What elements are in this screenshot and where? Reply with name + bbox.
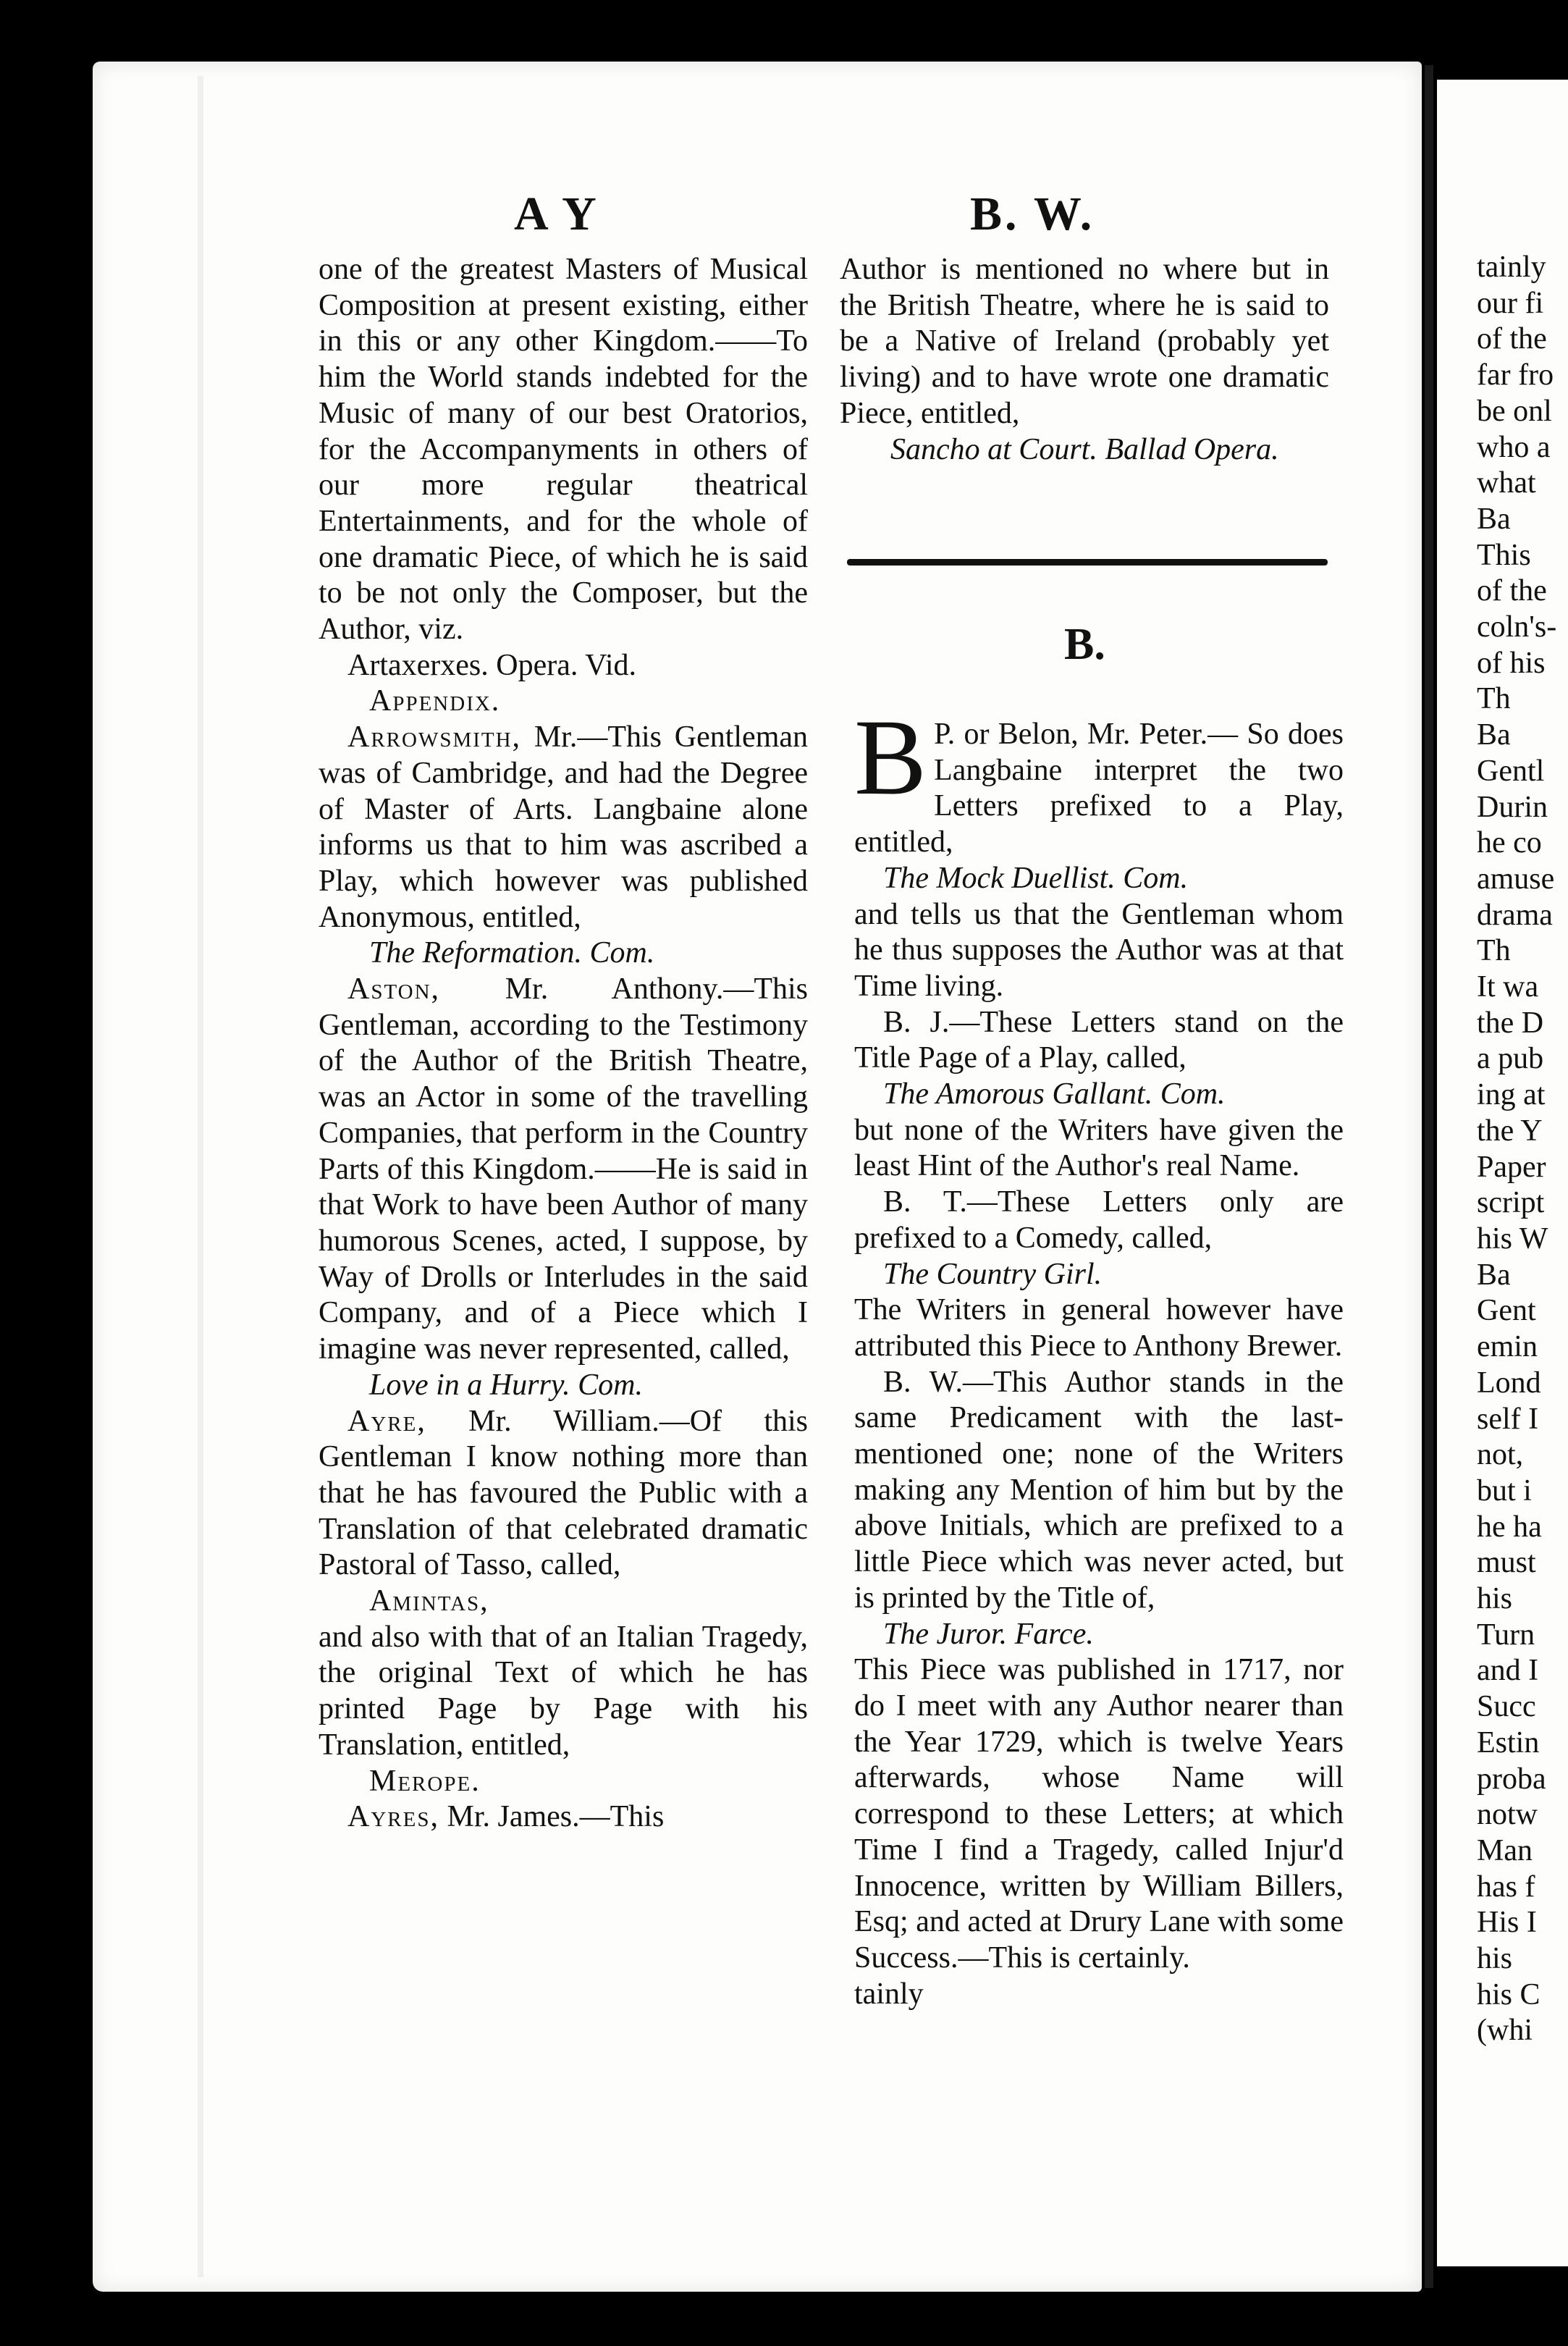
- bp-text: P. or Belon, Mr. Peter.— So does Langbaine interpret the two Letters prefixed to a Play, entitled,: [854, 718, 1344, 859]
- title-love-in-a-hurry: Love in a Hurry. Com.: [369, 1368, 643, 1402]
- edge-line: Durin: [1477, 790, 1548, 824]
- edge-line: of his: [1477, 646, 1546, 680]
- arrowsmith-name: Arrowsmith,: [347, 720, 522, 754]
- edge-line: self I: [1477, 1402, 1539, 1436]
- next-page-text-fragment: [1477, 250, 1568, 2049]
- edge-line: ing at: [1477, 1078, 1546, 1112]
- edge-line: his W: [1477, 1222, 1548, 1256]
- edge-line: has f: [1477, 1870, 1535, 1904]
- right-running-head: B. W.: [970, 188, 1095, 240]
- bj-continued: but none of the Writers have given the least Hint of the Author's real Name.: [854, 1113, 1344, 1183]
- entry-bp: [854, 697, 1344, 861]
- edge-line: Lond: [1477, 1366, 1541, 1400]
- edge-line: It wa: [1477, 970, 1539, 1004]
- edge-line: his C: [1477, 1977, 1540, 2011]
- bw-continued: This Piece was published in 1717, nor do I meet with any Author nearer than the Year 1729, which is twelve Years afterwards, whose Name will correspond to these Letters; at which Time I find a Tragedy, called Injur'd Innocence, written by William Billers, Esq; and acted at Drury Lane with some Success.—This is certainly.: [854, 1653, 1344, 1975]
- left-running-head: A Y: [514, 188, 599, 240]
- entry-appendix: Appendix.: [369, 684, 501, 718]
- title-sancho-at-court: Sancho at Court. Ballad Opera.: [890, 432, 1279, 466]
- right-opening-paragraph: Author is mentioned no where but in the British Theatre, where he is said to be a Native of Ireland (probably yet living) and to have wrote one dramatic Piece, entitled,: [840, 253, 1329, 430]
- edge-line: Ba: [1477, 1258, 1511, 1292]
- bt-continued: The Writers in general however have attributed this Piece to Anthony Brewer.: [854, 1293, 1344, 1363]
- drop-cap-b: B: [854, 697, 927, 817]
- opening-paragraph: one of the greatest Masters of Musical Composition at present existing, either in this or any other Kingdom.——To him the World stands indebted for the Music of many of our best Oratorios, for the Accompanyments in others of our more regular theatrical Entertainments, and for the whole of one dramatic Piece, of which he is said to be not only the Composer, but the Author, viz.: [319, 253, 808, 647]
- edge-line: but i: [1477, 1473, 1532, 1508]
- ayres-text: Mr. James.—This: [447, 1800, 665, 1834]
- section-letter-b: B.: [1064, 620, 1105, 669]
- entry-ayres: [319, 1799, 808, 1836]
- edge-line: proba: [1477, 1762, 1546, 1796]
- right-column-top: [840, 252, 1329, 468]
- right-column-entries: [854, 697, 1344, 2012]
- edge-line: his: [1477, 1582, 1513, 1616]
- edge-line: notw: [1477, 1798, 1538, 1832]
- edge-line: the Y: [1477, 1114, 1543, 1148]
- catchword: tainly: [854, 1977, 924, 2011]
- edge-line: script: [1477, 1186, 1545, 1220]
- ayres-name: Ayres,: [347, 1800, 439, 1834]
- title-juror: The Juror. Farce.: [883, 1617, 1094, 1651]
- entry-bw: B. W.—This Author stands in the same Predicament with the last-mentioned one; none of the Writers making any Mention of him but by the above Initials, which are prefixed to a little Piece which was never acted, but is printed by the Title of,: [854, 1365, 1344, 1615]
- ayre-name: Ayre,: [347, 1404, 426, 1438]
- edge-line: Ba: [1477, 502, 1511, 536]
- edge-line: amuse: [1477, 862, 1555, 896]
- title-country-girl: The Country Girl.: [883, 1257, 1103, 1291]
- edge-line: drama: [1477, 898, 1553, 932]
- ayre-text: Mr. William.—Of this Gentleman I know nothing more than that he has favoured the Public with a Translation of that celebrated dramatic Pastoral of Tasso, called,: [319, 1404, 809, 1582]
- edge-line: Succ: [1477, 1690, 1536, 1724]
- title-reformation: The Reformation. Com.: [369, 936, 655, 970]
- edge-line: far fro: [1477, 358, 1554, 392]
- bp-continued: and tells us that the Gentleman whom he thus supposes the Author was at that Time living.: [854, 897, 1344, 1003]
- edge-line: a pub: [1477, 1042, 1544, 1076]
- section-rule: [847, 559, 1328, 566]
- edge-line: emin: [1477, 1330, 1538, 1364]
- entry-bt: B. T.—These Letters only are prefixed to a Comedy, called,: [854, 1185, 1344, 1255]
- edge-line: his: [1477, 1942, 1513, 1976]
- edge-line: of the: [1477, 574, 1547, 608]
- edge-line: he ha: [1477, 1510, 1542, 1544]
- edge-line: Turn: [1477, 1618, 1535, 1652]
- edge-line: he co: [1477, 826, 1542, 860]
- title-amorous-gallant: The Amorous Gallant. Com.: [883, 1077, 1226, 1111]
- edge-line: Ba: [1477, 718, 1511, 752]
- edge-line: Estin: [1477, 1725, 1540, 1760]
- edge-line: Paper: [1477, 1150, 1546, 1184]
- edge-line: tainly: [1477, 251, 1546, 284]
- title-merope: Merope.: [369, 1764, 481, 1798]
- page-gutter: [1425, 65, 1433, 2288]
- edge-line: His I: [1477, 1906, 1537, 1940]
- aston-text: Mr. Anthony.—This Gentleman, according to the Testimony of the Author of the British Theatre, was an Actor in some of the travelling Companies, that perform in the Country Parts of this Kingdom.——He is said in that Work to have been Author of many humorous Scenes, acted, I suppose, by Way of Drolls or Interludes in the said Company, and of a Piece which I imagine was never represented, called,: [319, 972, 808, 1366]
- ayre-continued: and also with that of an Italian Tragedy, the original Text of which he has printed Page by Page with his Translation, entitled,: [319, 1620, 808, 1762]
- arrowsmith-text: Mr.—This Gentleman was of Cambridge, and had the Degree of Master of Arts. Langbaine alone informs us that to him was ascribed a Play, which however was published Anonymous, entitled,: [319, 720, 808, 934]
- title-mock-duellist: The Mock Duellist. Com.: [883, 861, 1189, 895]
- edge-line: our fi: [1477, 286, 1544, 320]
- edge-line: Th: [1477, 934, 1511, 968]
- edge-line: who a: [1477, 430, 1551, 464]
- edge-line: not,: [1477, 1438, 1524, 1472]
- entry-arrowsmith: [319, 720, 808, 936]
- edge-line: the D: [1477, 1006, 1544, 1040]
- edge-line: coln's-: [1477, 610, 1557, 644]
- entry-aston: [319, 972, 808, 1368]
- entry-bj: B. J.—These Letters stand on the Title Page of a Play, called,: [854, 1005, 1344, 1075]
- left-column: [319, 252, 808, 1836]
- edge-line: (whi: [1477, 2014, 1533, 2048]
- edge-line: and I: [1477, 1654, 1539, 1688]
- edge-line: Man: [1477, 1833, 1533, 1867]
- edge-line: Gent: [1477, 1294, 1536, 1328]
- edge-line: must: [1477, 1546, 1536, 1580]
- edge-line: This: [1477, 538, 1531, 572]
- edge-line: of the: [1477, 322, 1547, 356]
- edge-line: be onl: [1477, 394, 1552, 428]
- entry-artaxerxes: Artaxerxes. Opera. Vid.: [347, 648, 637, 682]
- aston-name: Aston,: [347, 972, 441, 1006]
- title-amintas: Amintas,: [369, 1584, 489, 1618]
- edge-line: Th: [1477, 682, 1511, 716]
- edge-line: Gentl: [1477, 754, 1545, 788]
- entry-ayre: [319, 1404, 808, 1584]
- edge-line: what: [1477, 466, 1536, 500]
